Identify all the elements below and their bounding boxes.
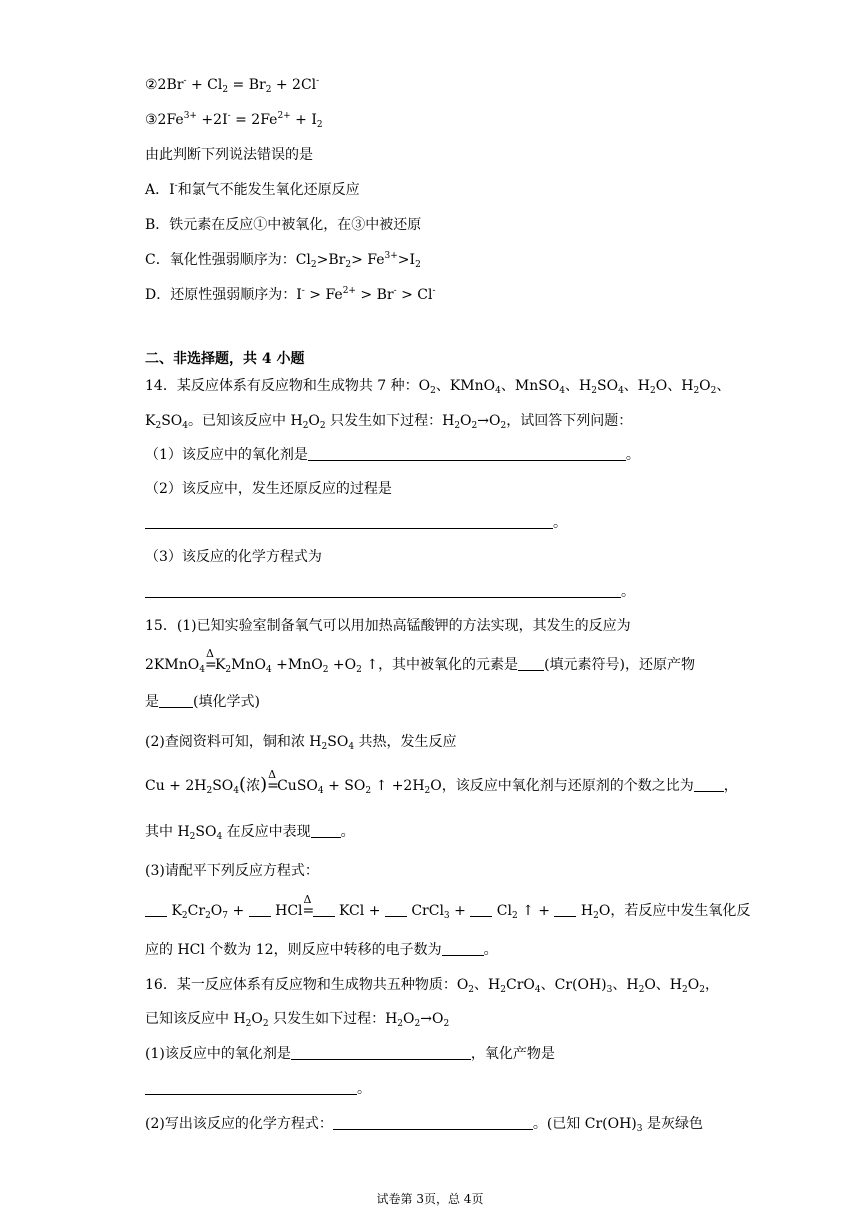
q15-eq3: $K_2Cr_2O_7$ + HCl Δ = KCl + CrCl$_3$ + $Cl_2$ ↑ + $H_2O$，若反应中发生氧化反: [145, 902, 750, 920]
q15-line4: (2)查阅资料可知，铜和浓 $H_2SO_4$ 共热，发生反应: [145, 734, 457, 752]
q15-line1: 15．(1)已知实验室制备氧气可以用加热高锰酸钾的方法实现，其发生的反应为: [145, 618, 631, 634]
answer-blank[interactable]: [518, 656, 544, 671]
answer-blank[interactable]: [333, 1115, 533, 1130]
answer-blank[interactable]: [145, 1080, 357, 1095]
q15-line3: 是 (填化学式): [145, 694, 260, 710]
q13-option-b: B．铁元素在反应①中被氧化，在③中被还原: [145, 217, 422, 233]
q15-line9: 应的 HCl 个数为 12，则反应中转移的电子数为 。: [145, 942, 498, 958]
q14-part1: （1）该反应中的氧化剂是 。: [145, 447, 640, 463]
q14-part2: （2）该反应中，发生还原反应的过程是: [145, 481, 392, 497]
q15-line6: 其中 $H_2SO_4$ 在反应中表现 。: [145, 824, 355, 842]
q13-stem: 由此判断下列说法错误的是: [145, 147, 313, 163]
answer-blank[interactable]: [442, 941, 484, 956]
answer-blank[interactable]: [694, 777, 724, 792]
q13-option-a: A．I-和氯气不能发生氧化还原反应: [145, 181, 360, 198]
q14-part3: （3）该反应的化学方程式为: [145, 549, 322, 565]
heat-equals-sign: Δ =: [204, 647, 217, 673]
coefficient-blank[interactable]: [313, 902, 335, 917]
heat-equals-sign: Δ =: [267, 768, 279, 794]
answer-blank[interactable]: [145, 583, 621, 598]
answer-blank[interactable]: [308, 446, 626, 461]
coefficient-blank[interactable]: [385, 902, 407, 917]
page-footer: 试卷第 3页，总 4页: [376, 1192, 484, 1206]
answer-blank[interactable]: [291, 1045, 471, 1060]
q16-part1-answer: 。: [145, 1080, 371, 1098]
q16-part1: (1)该反应中的氧化剂是 ，氧化产物是: [145, 1046, 555, 1062]
answer-blank[interactable]: [311, 823, 341, 838]
q14-part2-answer: 。: [145, 514, 567, 532]
q15-eq2: $Cu + 2H_2SO_4$(浓) Δ =CuSO$_4$ + $SO_2$ ↑ $+2H_2O$，该反应中氧化剂与还原剂的个数之比为 ，: [145, 768, 738, 796]
answer-blank[interactable]: [145, 514, 553, 529]
q14-line1: 14．某反应体系有反应物和生成物共 7 种：$O_2$、KMnO$_4$、MnSO$_4$、$H_2SO_4$、$H_2O$、$H_2O_2$、: [145, 378, 731, 396]
q16-part2: (2)写出该反应的化学方程式： 。(已知 $Cr(OH)_3$ 是灰绿色: [145, 1116, 703, 1134]
q15-eq1: 2KMnO$_4$ Δ $=K_2MnO_4 +MnO_2 +O_2$ ↑，其中被氧化的元素是 (填元素符号)，还原产物: [145, 647, 695, 675]
answer-blank[interactable]: [159, 693, 193, 708]
q13-option-c: C．氧化性强弱顺序为：$Cl_2>Br_2> Fe^{3+}>I_2$: [145, 251, 421, 270]
q14-line2: $K_2SO_4$。已知该反应中 $H_2O_2$ 只发生如下过程：$H_2O_2\to O_2$，试回答下列问题：: [145, 413, 633, 431]
q14-part3-answer: 。: [145, 583, 635, 601]
q16-line2: 已知该反应中 $H_2O_2$ 只发生如下过程：$H_2O_2\to O_2$: [145, 1011, 450, 1029]
q13-eq3: $③2Fe^{3+} +2I^- = 2Fe^{2+} + I_2$: [145, 111, 323, 130]
section-title: 二、非选择题，共 4 小题: [145, 351, 305, 367]
q15-line7: (3)请配平下列反应方程式：: [145, 863, 319, 879]
coefficient-blank[interactable]: [470, 902, 492, 917]
q13-eq2: ②2Br- + $Cl_2 = Br_2 + 2Cl^-$: [145, 76, 320, 95]
q13-option-d: D．还原性强弱顺序为：$I^- > Fe^{2+} > Br^- > Cl^-$: [145, 286, 436, 303]
heat-equals-sign: Δ =: [302, 893, 315, 919]
q16-line1: 16．某一反应体系有反应物和生成物共五种物质：$O_2$、$H_2CrO_4$、$Cr(OH)_3$、$H_2O$、$H_2O_2$，: [145, 977, 719, 995]
coefficient-blank[interactable]: [554, 902, 576, 917]
coefficient-blank[interactable]: [145, 902, 167, 917]
coefficient-blank[interactable]: [249, 902, 271, 917]
